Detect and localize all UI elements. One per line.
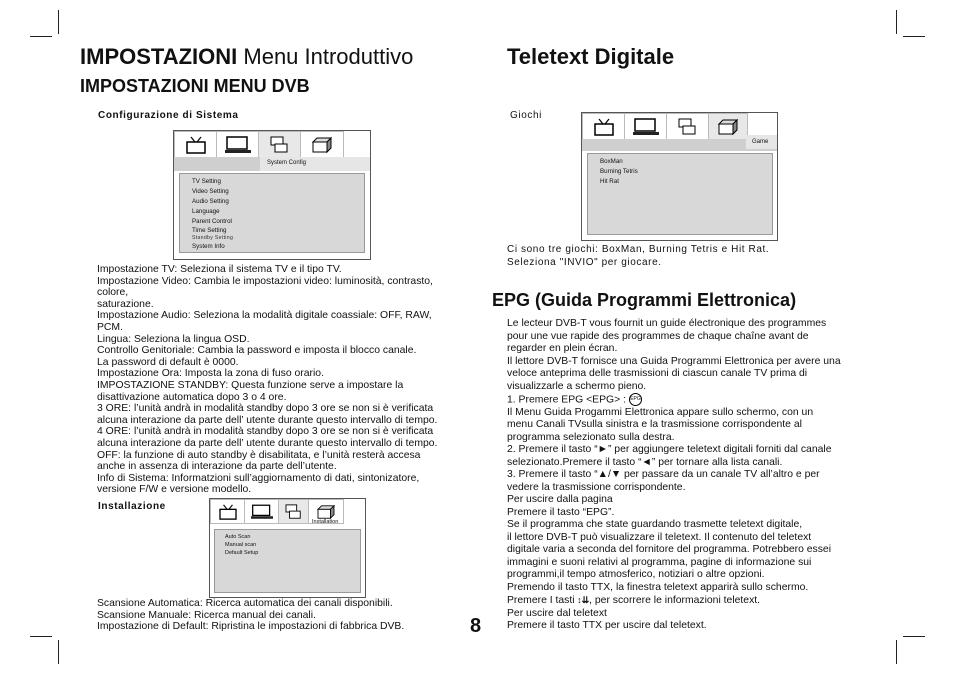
text-line (507, 608, 841, 621)
menu-item-time-setting[interactable]: Time Setting (192, 227, 227, 234)
tab-monitor (216, 131, 260, 159)
tv-icon (593, 118, 615, 136)
text-line-content: Le lecteur DVB-T vous fournit un guide électronique des programmes (507, 318, 827, 329)
installation-menu-panel (214, 529, 361, 593)
epg-key-icon: EPG (629, 393, 642, 406)
text-line-content: 2. Premere il tasto “►” per aggiungere teletext digitali forniti dal canale (507, 444, 832, 456)
system-config-screenshot (173, 130, 371, 260)
crop-mark (896, 640, 897, 664)
tab-monitor (244, 499, 280, 524)
text-line (507, 582, 841, 595)
text-line-content: veloce anteprima delle trasmissioni di ciascun canale TV prima di (507, 368, 808, 379)
text-line: Impostazione TV: Seleziona il sistema TV e il tipo TV. (97, 264, 342, 275)
installation-icon (284, 504, 304, 520)
tab-tv (174, 131, 218, 159)
tab-installation (258, 131, 302, 159)
right-title: Teletext Digitale (507, 44, 675, 69)
text-line: Impostazione Audio: Seleziona la modalità digitale coassiale: OFF, RAW, (97, 310, 432, 322)
game-box-icon (717, 118, 739, 136)
menu-item-auto-scan[interactable]: Auto Scan (225, 534, 251, 540)
left-title-rest: Menu Introduttivo (237, 44, 414, 69)
text-line-content: selezionato.Premere il tasto “◄” per tornare alla lista canali. (507, 456, 783, 468)
monitor-icon (225, 136, 251, 154)
text-line: IMPOSTAZIONE STANDBY: Questa funzione serve a impostare la (97, 379, 404, 391)
text-line (507, 381, 841, 394)
text-line (507, 494, 841, 507)
menu-item-burning-tetris[interactable]: Burning Tetris (600, 168, 638, 175)
system-config-description (97, 264, 437, 496)
text-line-content: programma selezionato sulla destra. (507, 431, 675, 443)
section-system-config-label: Configurazione di Sistema (98, 110, 239, 121)
text-line-content: pour une vue rapide des programmes de chaque chaîne avant de (507, 330, 809, 342)
text-line-content: digitale varia a seconda del fornitore del programma. Potrebbero essei (507, 544, 832, 556)
text-line (507, 356, 841, 369)
scroll-tail-text: , per scorrere le informazioni teletext. (589, 595, 761, 607)
text-line: 4 ORE: l’unità andrà in modalità standby dopo 3 ore se non si è verificata (97, 426, 434, 438)
text-line-content: menu Canali TVsulla sinistra e la trasmissione corrispondente al (507, 419, 802, 431)
installation-icon (677, 118, 699, 136)
text-line: Controllo Genitoriale: Cambia la password e imposta il blocco canale. (97, 345, 417, 357)
tab-game (300, 131, 344, 159)
text-line-content: Premendo il tasto TTX, la finestra teletext apparirà sullo schermo. (507, 581, 809, 593)
text-line: PCM. (97, 321, 123, 333)
tab-game (708, 113, 748, 141)
text-line: alcuna interazione da parte dell’ utente durante questo intervallo di tempo. (97, 437, 438, 449)
tab-monitor (624, 113, 668, 141)
text-line: anche in assenza di interazione da parte dell’utente. (97, 461, 337, 473)
game-box-icon (316, 504, 336, 520)
left-title-bold: IMPOSTAZIONI (80, 44, 238, 69)
text-line (507, 557, 841, 570)
text-line: 3 ORE: l’unità andrà in modalità standby dopo 3 ore se non si è verificata (97, 403, 434, 415)
text-line: versione F/W e versione modello. (97, 484, 252, 496)
text-line (507, 432, 841, 445)
menu-item-tv-setting[interactable]: TV Setting (192, 178, 221, 185)
system-config-header: System Config (267, 160, 307, 166)
text-line: saturazione. (97, 298, 154, 310)
text-line: Impostazione Ora: Imposta la zona di fuso orario. (97, 368, 324, 380)
menu-item-boxman[interactable]: BoxMan (600, 158, 623, 165)
text-line-content: programmi,il tempo atmosferico, notiziari o altre opzioni. (507, 569, 765, 581)
text-line (507, 457, 841, 470)
page-number: 8 (470, 615, 482, 637)
text-line-content: Premere il tasto TTX per uscire dal teletext. (507, 620, 707, 632)
crop-mark (30, 36, 52, 37)
text-line-content: Premere I tasti (507, 595, 575, 607)
monitor-icon (633, 118, 659, 136)
text-line-content: regarder en plein écran. (507, 343, 618, 354)
text-line (507, 343, 841, 356)
section-games-label: Giochi (510, 110, 542, 121)
epg-title: EPG (Guida Programmi Elettronica) (492, 290, 797, 310)
menu-item-standby-setting[interactable]: Standby Setting (192, 235, 234, 241)
installation-header: Installation (312, 519, 339, 525)
crop-mark (903, 36, 925, 37)
text-line-content: immagini e suoni relativi al programma, pagine di informazione sui (507, 556, 812, 568)
tv-icon (218, 504, 238, 520)
game-box-icon (311, 136, 333, 154)
left-subtitle: IMPOSTAZIONI MENU DVB (80, 76, 310, 96)
menu-item-system-info[interactable]: System Info (192, 243, 225, 250)
game-screenshot (581, 112, 778, 241)
installation-description (97, 598, 404, 633)
text-line (507, 532, 841, 545)
text-line (507, 331, 841, 344)
text-line (507, 569, 841, 582)
tab-installation (666, 113, 710, 141)
menu-item-parent-control[interactable]: Parent Control (192, 218, 232, 225)
crop-mark (903, 636, 925, 637)
text-line: disattivazione automatica dopo 3 o 4 ore. (97, 391, 287, 403)
text-line (507, 519, 841, 532)
menu-item-video-setting[interactable]: Video Setting (192, 188, 229, 195)
installation-screenshot (209, 498, 366, 598)
epg-description (507, 318, 841, 633)
menu-item-default-setup[interactable]: Default Setup (225, 550, 259, 556)
tab-tv (210, 499, 246, 524)
text-line (507, 393, 841, 407)
text-line: Info di Sistema: Informatzioni sull’aggiornamento di dati, sintonizatore, (97, 472, 420, 484)
game-menu-panel (587, 153, 773, 235)
text-line-content: Per uscire dalla pagina (507, 494, 613, 506)
crop-mark (896, 10, 897, 34)
text-line (507, 407, 841, 420)
text-line-content: 3. Premere il tasto “▲/▼ per passare da un canale TV all’altro e per (507, 469, 820, 481)
text-line (507, 469, 841, 482)
text-line-content: vedere la trasmissione corrispondente. (507, 481, 686, 493)
up-down-arrows-icon: ↕⇊ (574, 595, 590, 606)
crop-mark (58, 640, 59, 664)
section-installation-label: Installazione (98, 501, 166, 512)
menu-item-audio-setting[interactable]: Audio Setting (192, 198, 229, 205)
text-line: Scansione Manuale: Ricerca manual dei canali. (97, 609, 316, 621)
text-line (507, 594, 841, 608)
text-line-content: Il Menu Guida Progammi Elettronica appare sullo schermo, con un (507, 406, 814, 418)
text-line: Lingua: Seleziona la lingua OSD. (97, 333, 250, 345)
text-line: Impostazione Video: Cambia le impostazioni video: luminosità, contrasto, (97, 275, 433, 287)
text-line (507, 444, 841, 457)
installation-icon (269, 136, 291, 154)
crop-mark (58, 10, 59, 34)
text-line (507, 368, 841, 381)
text-line: Scansione Automatica: Ricerca automatica dei canali disponibili. (97, 598, 393, 609)
games-text-line: Ci sono tre giochi: BoxMan, Burning Tetris e Hit Rat. (507, 244, 770, 255)
text-line (507, 507, 841, 520)
text-line-content: Premere il tasto “EPG”. (507, 506, 615, 518)
text-line-content: 1. Premere EPG <EPG> : (507, 394, 626, 406)
text-line (507, 482, 841, 495)
tab-installation (278, 499, 310, 524)
text-line-content: il lettore DVB-T può visualizzare il teletext. Il contenuto del teletext (507, 531, 812, 543)
text-line-content: Per uscire dal teletext (507, 607, 607, 619)
text-line: OFF: la funzione di auto standby è disabilitata, e l’unità resterà accesa (97, 449, 421, 461)
game-header: Game (752, 139, 769, 145)
text-line (507, 544, 841, 557)
monitor-icon (251, 504, 273, 520)
menu-item-language[interactable]: Language (192, 208, 220, 215)
left-title (80, 44, 413, 70)
text-line-content: visualizzarle a schermo pieno. (507, 380, 647, 392)
text-line-content: Il lettore DVB-T fornisce una Guida Programmi Elettronica per avere una (507, 355, 841, 367)
text-line: Impostazione di Default: Ripristina le impostazioni di fabbrica DVB. (97, 621, 405, 633)
text-line: colore, (97, 287, 129, 299)
text-line (507, 620, 841, 633)
tv-icon (185, 136, 207, 154)
system-config-menu-panel (179, 173, 365, 253)
text-line: alcuna interazione da parte dell’ utente durante questo intervallo di tempo. (97, 414, 438, 426)
text-line (507, 318, 841, 331)
games-description (507, 243, 769, 269)
text-line: La password di default è 0000. (97, 356, 239, 368)
text-line-content: Se il programma che state guardando trasmette teletext digitale, (507, 519, 803, 531)
tab-tv (582, 113, 626, 141)
crop-mark (30, 636, 52, 637)
text-line (507, 419, 841, 432)
menu-item-hit-rat[interactable]: Hit Rat (600, 178, 619, 185)
games-text-line: Seleziona "INVIO" per giocare. (507, 257, 662, 268)
menu-item-manual-scan[interactable]: Manual scan (225, 542, 257, 548)
